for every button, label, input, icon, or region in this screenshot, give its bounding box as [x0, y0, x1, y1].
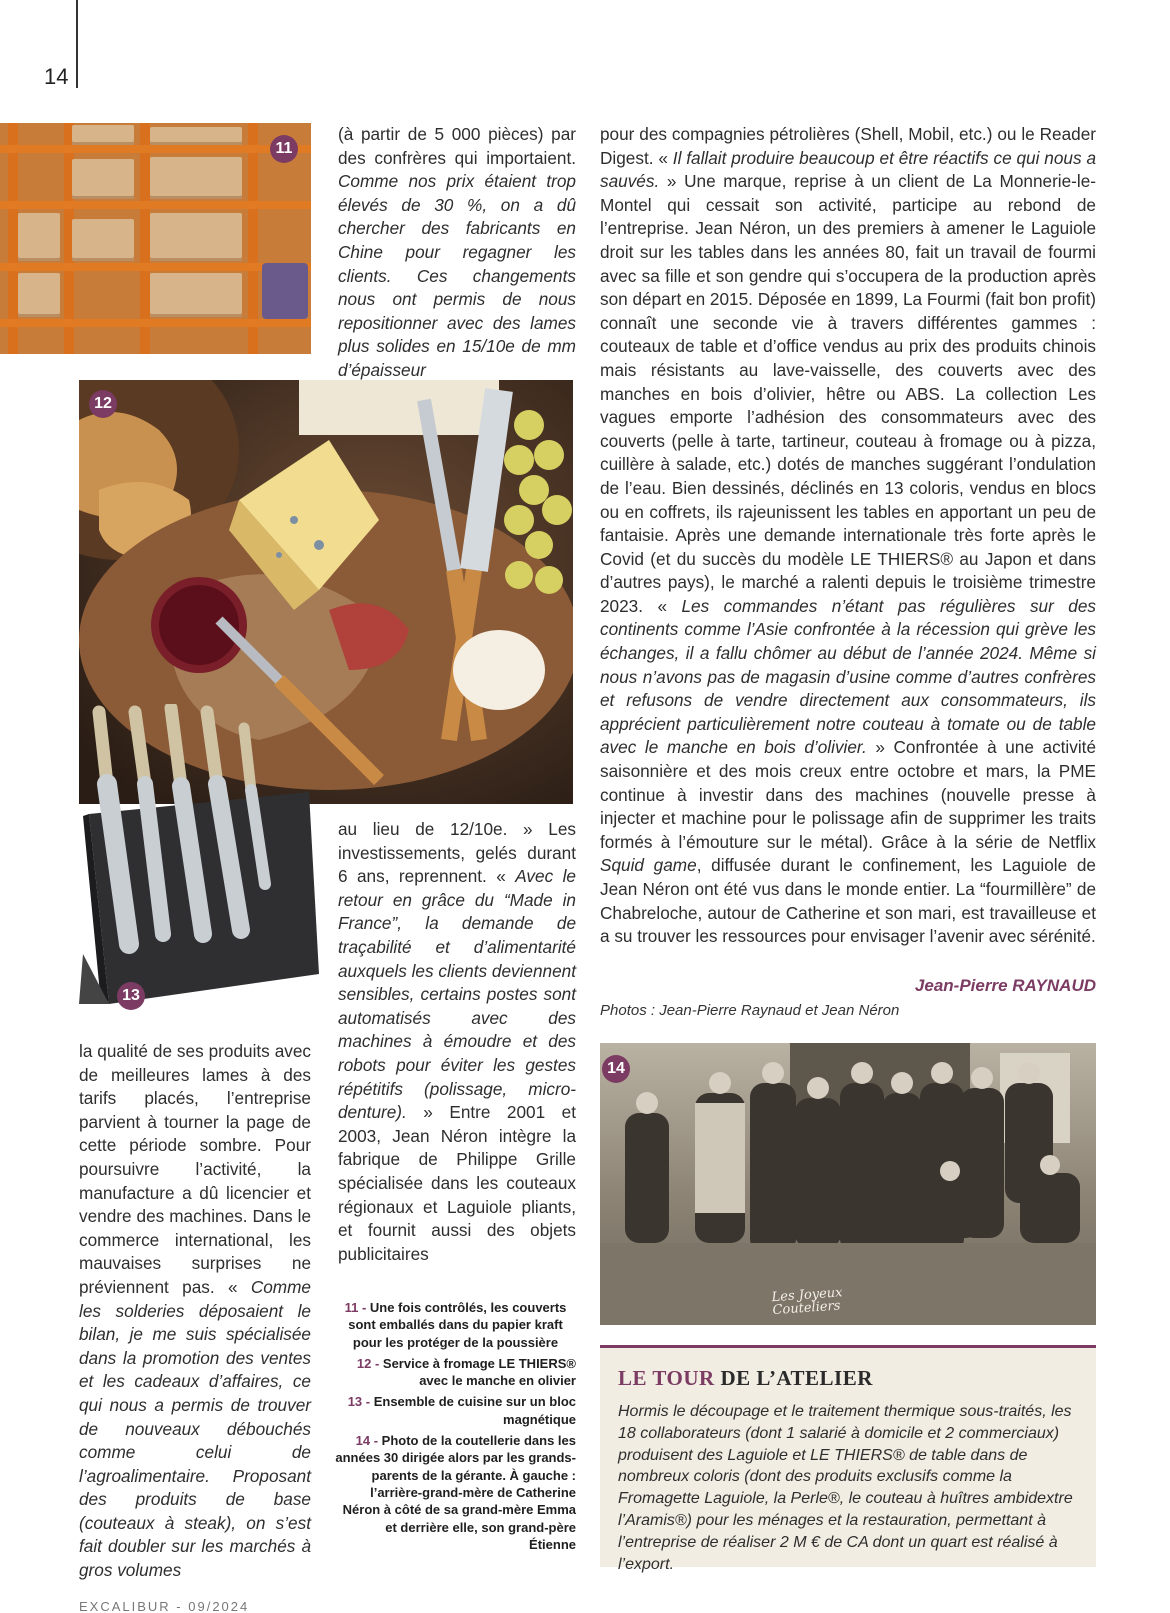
photo-badge-13: 13	[117, 982, 145, 1010]
caption-12: 12 - Service à fromage LE THIERS® avec le manche en olivier	[356, 1355, 576, 1389]
text-run: , diffusée durant le confinement, les Laguiole de Jean Néron ont été vus dans le monde entier. La “fourmillère” de Chabreloche, autour de Catherine et son mari, est travailleuse et a su trouver les ressources pour envisager l’avenir avec sérénité.	[600, 855, 1096, 947]
photo-badge-14: 14	[602, 1055, 630, 1083]
text-run: Comme les solderies déposaient le bilan, je me suis spécialisée dans la promotion des ventes et les cadeaux d’affaires, ce qui nous a permis de trouver de nouveaux débouchés comme celui de l’agroalimentaire. Proposant des produits de base (couteaux à steak), on s’est fait doubler sur les marchés à gros volumes	[79, 1276, 311, 1581]
text-run: » Confrontée à une activité saisonnière et des mois creux entre octobre et mars, la PME continue à investir dans des machines (nouvelle presse à injecter et machine pour le polissage afin de supprimer les traits formés à l’émouture sur le métal). Grâce à la série de Netflix	[600, 737, 1096, 852]
info-box-tour-atelier	[600, 1345, 1096, 1573]
photo-caption-handwritten: Les Joyeux Couteliers	[771, 1285, 843, 1319]
top-rule	[76, 0, 78, 88]
text-run: Il fallait produire beaucoup et être réactifs ce qui nous a sauvés.	[600, 147, 1096, 192]
text-run: Avec le retour en grâce du “Made in France”, la demande de traçabilité et d’alimentarité auxquels les clients deviennent sensibles, certains postes sont automatisés avec des machines à émoudre et des robots pour éviter les gestes répétitifs (polissage, micro-denture).	[338, 866, 576, 1123]
text-run: Les commandes n’étant pas régulières sur des continents comme l’Asie confrontée à la récession qui grève les échanges, il a fallu chômer au début de l’année 2024. Même si nous n’avons pas de magasin d’usine comme d’autres confrères et refusons de vendre directement aux consommateurs, ils apprécient particulièrement notre couteau à tomate ou de table avec le manche en bois d’olivier.	[600, 595, 1096, 758]
text-run: » Une marque, reprise à un client de La Monnerie-le-Montel qui cessait son activité, participe au rebond de l’entreprise. Jean Néron, un des premiers à amener le Laguiole droit sur les tables dans les années 80, fait un travail de fourmi avec sa fille et son gendre qui s’occupera de la production après son départ en 2015. Déposée en 1899, La Fourmi (fait bon profit) connaît une seconde vie à travers différentes gammes : couteaux de table et d’office vendus au prix des produits chinois mais résistants au lave-vaisselle, des couverts avec des manches en bois d’olivier, hêtre ou ABS. La collection Les vagues emporte l’adhésion des consommateurs avec des couverts (pelle à tarte, tartineur, couteau à fromage ou à pizza, cuillère à salade, etc.) dotés de manches suggérant l’ondulation de l’eau. Bien dessinés, déclinés en 13 coloris, vendus en blocs ou en coffrets, ils rajeunissent les tables en apportant un peu de fantaisie. Après une demande internationale très forte après le Covid (et du succès du modèle LE THIERS® au Japon et dans d’autres pays), le marché a ralenti depuis le troisième trimestre 2023. «	[600, 171, 1096, 616]
column-left-bottom	[79, 1040, 311, 1581]
footer-magazine-issue: EXCALIBUR - 09/2024	[79, 1599, 250, 1613]
page-number: 14	[44, 64, 69, 89]
column-middle-bottom	[338, 818, 576, 1290]
text-run: pour des compagnies pétrolières (Shell, Mobil, etc.) ou le Reader Digest. «	[600, 124, 1096, 168]
photo-knife-block	[79, 704, 329, 1024]
text-run: au lieu de 12/10e. » Les investissements, gelés durant 6 ans, reprennent. «	[338, 819, 576, 887]
text-run: Comme nos prix étaient trop élevés de 30 %, on a dû chercher des fabricants en Chine pour regagner les clients. Ces changements nous ont permis de nous repositionner avec des lames plus solides en 15/10e de mm d’épaisseur	[338, 171, 576, 380]
text-run: la qualité de ses produits avec de meilleures lames à des tarifs placés, l’entreprise parvient à tourner la page de cette période sombre. Pour poursuivre l’activité, la manufacture a dû licencier et vendre des machines. Dans le commerce international, les mauvaises surprises ne préviennent pas. «	[79, 1041, 311, 1297]
photo-shelves	[0, 123, 311, 354]
caption-13: 13 - Ensemble de cuisine sur un bloc magnétique	[347, 1394, 576, 1427]
caption-14: 14 - Photo de la coutellerie dans les années 30 dirigée alors par les grands-parents de la gérante. À gauche : l’arrière-grand-mère de Catherine Néron à côté de sa grand-mère Emma et derrière elle, son grand-père Étienne	[335, 1433, 576, 1552]
photo-cutlery-team	[600, 1043, 1096, 1325]
text-run: » Entre 2001 et 2003, Jean Néron intègre la fabrique de Philippe Grille spécialisée dans les couteaux régionaux et Laguiole pliants, et fournit aussi des objets publicitaires	[338, 1102, 576, 1264]
photo-credits: Photos : Jean-Pierre Raynaud et Jean Néron	[600, 1002, 900, 1019]
author-signature: Jean-Pierre RAYNAUD	[914, 976, 1096, 995]
photo-badge-11: 11	[270, 135, 298, 163]
column-right	[600, 123, 1096, 963]
info-box-title: LE TOUR DE L’ATELIER	[618, 1366, 873, 1390]
text-run: Squid game	[600, 855, 697, 876]
info-box-body: Hormis le découpage et le traitement thermique sous-traités, les 18 collaborateurs (dont 1 salarié à domicile et 2 commerciaux) produisent des Laguiole et LE THIERS® de table dans de nombreux coloris (dont des produits exclusifs comme la Fromagette Laguiole, la Perle®, le couteau à huîtres ambidextre l’Aramis®) pour les ménages et la restauration, permettant à l’entreprise de réaliser 2 M € de CA dont un quart est réalisé à l’export.	[618, 1403, 1073, 1573]
text-run: (à partir de 5 000 pièces) par des confrères qui importaient.	[338, 124, 576, 168]
caption-11: 11 - Une fois contrôlés, les couverts sont emballés dans du papier kraft pour les protéger de la poussière	[344, 1300, 567, 1350]
photo-captions	[335, 1299, 576, 1557]
column-middle-top	[338, 123, 576, 380]
photo-badge-12: 12	[89, 390, 117, 418]
